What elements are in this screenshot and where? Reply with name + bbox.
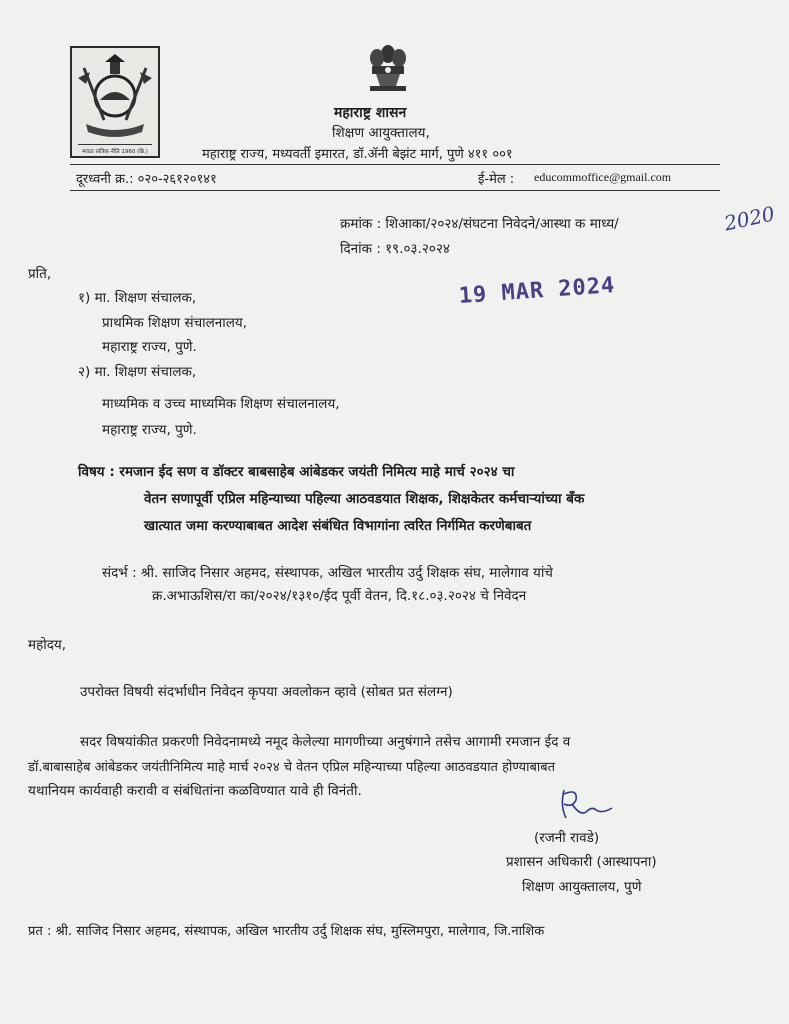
recipient-2-line-1: २) मा. शिक्षण संचालक, <box>78 364 197 380</box>
to-label: प्रति, <box>28 266 52 282</box>
signatory-name: (रजनी रावडे) <box>534 830 600 846</box>
subject-line-1: विषय : रमजान ईद सण व डॉक्टर बाबसाहेब आंबेडकर जयंती निमित्य माहे मार्च २०२४ चा <box>78 464 515 480</box>
office-address: महाराष्ट्र राज्य, मध्यवर्ती इमारत, डॉ.ॲनी बेझंट मार्ग, पुणे ४११ ००१ <box>202 147 513 162</box>
date-stamp: 19 MAR 2024 <box>458 273 617 309</box>
ref-date: दिनांक : १९.०३.२०२४ <box>340 241 450 257</box>
paragraph-2-line-3: यथानियम कार्यवाही करावी व संबंधितांना कळविण्यात यावे ही विनंती. <box>28 783 362 799</box>
ref-number: क्रमांक : शिआका/२०२४/संघटना निवेदने/आस्था क माध्य/ <box>340 216 619 232</box>
recipient-1-line-2: प्राथमिक शिक्षण संचालनालय, <box>102 315 248 331</box>
header-rule-bottom <box>70 190 720 191</box>
office-name: शिक्षण आयुक्तालय, <box>332 125 430 141</box>
subject-line-3: खात्यात जमा करण्याबाबत आदेश संबंधित विभागांना त्वरित निर्गमित करणेबाबत <box>144 518 532 534</box>
phone-number: दूरध्वनी क्र.: ०२०-२६१२०१४१ <box>76 172 217 187</box>
signature-scribble <box>556 786 616 822</box>
email-label: ई-मेल : <box>478 172 515 187</box>
emblem-logo-box <box>70 46 160 158</box>
recipient-2-line-3: महाराष्ट्र राज्य, पुणे. <box>102 422 197 438</box>
signatory-designation: प्रशासन अधिकारी (आस्थापना) <box>506 854 657 870</box>
handwritten-note: 2020 <box>722 201 777 236</box>
header-rule-top <box>70 164 720 165</box>
copy-to: प्रत : श्री. साजिद निसार अहमद, संस्थापक, अखिल भारतीय उर्दु शिक्षक संघ, मुस्लिमपुरा, मालेगाव, जि.नाशिक <box>28 924 545 939</box>
salutation: महोदय, <box>28 637 67 653</box>
reference-line-1: संदर्भ : श्री. साजिद निसार अहमद, संस्थापक, अखिल भारतीय उर्दु शिक्षक संघ, मालेगाव यांचे <box>102 565 553 581</box>
recipient-1-line-3: महाराष्ट्र राज्य, पुणे. <box>102 339 197 355</box>
paragraph-2-line-1: सदर विषयांकीत प्रकरणी निवेदनामध्ये नमूद केलेल्या मागणीच्या अनुषंगाने तसेच आगामी रमजान ईद व <box>80 734 571 750</box>
recipient-1-line-1: १) मा. शिक्षण संचालक, <box>78 290 197 306</box>
paragraph-2-line-2: डॉ.बाबासाहेब आंबेडकर जयंतीनिमित्य माहे मार्च २०२४ चे वेतन एप्रिल महिन्याच्या पहिल्या आठवडयात होण्याबाबत <box>28 760 556 775</box>
subject-line-2: वेतन सणापूर्वी एप्रिल महिन्याच्या पहिल्या आठवडयात शिक्षक, शिक्षकेतर कर्मचाऱ्यांच्या बँक <box>144 491 585 507</box>
govt-title: महाराष्ट्र शासन <box>334 105 407 121</box>
recipient-2-line-2: माध्यमिक व उच्च माध्यमिक शिक्षण संचालनालय, <box>102 396 340 412</box>
reference-line-2: क्र.अभाऊशिस/रा का/२०२४/१३१०/ईद पूर्वी वेतन, दि.१८.०३.२०२४ चे निवेदन <box>152 588 527 604</box>
logo-caption: मराठा तांत्रिक नीति 1960 (ब्रि.) <box>78 144 152 155</box>
royal-emblem-icon <box>72 48 158 140</box>
national-emblem-icon <box>366 40 410 98</box>
signatory-office: शिक्षण आयुक्तालय, पुणे <box>522 879 642 895</box>
email-address: educommoffice@gmail.com <box>534 170 672 184</box>
paragraph-1: उपरोक्त विषयी संदर्भाधीन निवेदन कृपया अवलोकन व्हावे (सोबत प्रत संलग्न) <box>80 684 453 700</box>
